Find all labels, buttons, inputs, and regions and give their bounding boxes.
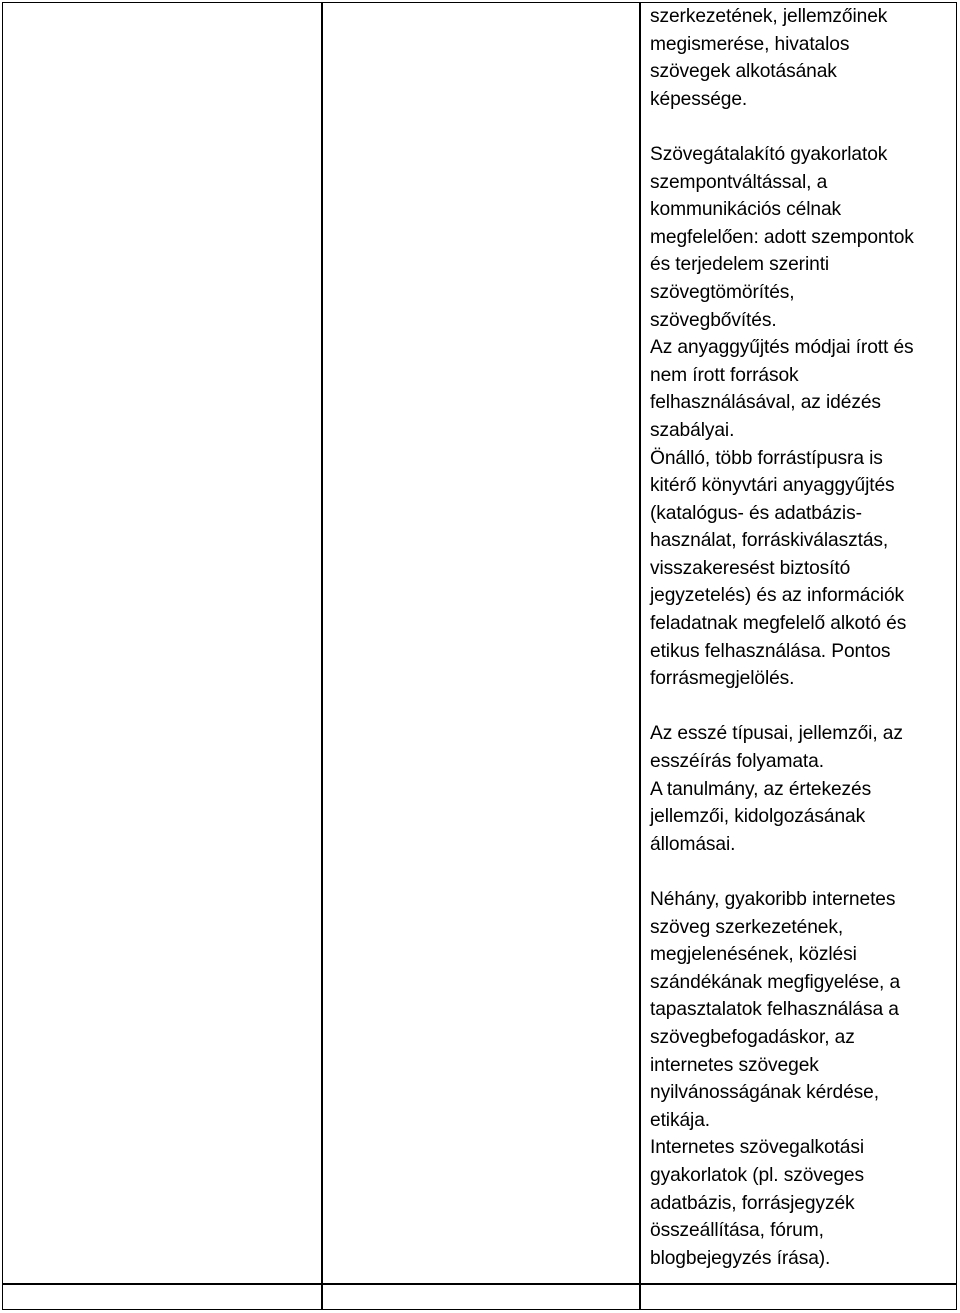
text-line: szempontváltással, a [650, 171, 828, 193]
text-line: nyilvánosságának kérdése, [650, 1082, 879, 1104]
table-cell-col2-main [321, 2, 641, 1285]
text-line: Internetes szövegalkotási [650, 1137, 865, 1159]
paragraph-gap [650, 113, 950, 141]
text-line: szövegbővítés. [650, 309, 777, 331]
text-line: esszéírás folyamata. [650, 751, 824, 773]
text-line: feladatnak megfelelő alkotó és [650, 613, 907, 635]
text-line: Szövegátalakító gyakorlatok [650, 143, 888, 165]
text-line: megfelelően: adott szempontok [650, 226, 914, 248]
text-line: szövegbefogadáskor, az [650, 1026, 855, 1048]
text-line: visszakeresést biztosító [650, 557, 851, 579]
text-block-internetes-szovegek [650, 886, 950, 1272]
text-line: adatbázis, forrásjegyzék [650, 1192, 855, 1214]
text-block-szovegatalakitas-anyaggyujtes [650, 141, 950, 693]
text-block-hivatalos-szovegek [650, 3, 950, 113]
text-line: Néhány, gyakoribb internetes [650, 889, 896, 910]
text-line: (katalógus- és adatbázis- [650, 502, 862, 524]
text-line: blogbejegyzés írása). [650, 1247, 831, 1269]
text-line: tapasztalatok felhasználása a [650, 999, 899, 1021]
text-line: megismerése, hivatalos [650, 33, 850, 55]
content-text-column [650, 3, 950, 1272]
text-line: kommunikációs célnak [650, 199, 842, 221]
text-line: jegyzetelés) és az információk [650, 585, 905, 607]
text-line: szöveg szerkezetének, [650, 916, 844, 938]
text-line: szabályai. [650, 419, 735, 441]
table-cell-col2-bottom [321, 1283, 641, 1310]
text-line: nem írott források [650, 364, 799, 386]
text-line: kitérő könyvtári anyaggyűjtés [650, 475, 895, 497]
text-line: és terjedelem szerinti [650, 254, 830, 276]
text-line: etikája. [650, 1109, 710, 1131]
table-cell-col1-main [2, 2, 323, 1285]
text-line: állomásai. [650, 833, 736, 855]
text-line: használat, forráskiválasztás, [650, 530, 889, 552]
text-line: szövegek alkotásának [650, 61, 837, 83]
table-cell-col1-bottom [2, 1283, 323, 1310]
text-line: megjelenésének, közlési [650, 944, 857, 966]
text-line: szerkezetének, jellemzőinek [650, 6, 888, 27]
text-line: felhasználásával, az idézés [650, 392, 881, 414]
text-line: Az esszé típusai, jellemzői, az [650, 723, 903, 745]
text-line: gyakorlatok (pl. szöveges [650, 1164, 864, 1186]
text-line: etikus felhasználása. Pontos [650, 640, 891, 662]
text-line: forrásmegjelölés. [650, 668, 795, 690]
text-line: képessége. [650, 88, 748, 110]
text-block-esszé-tanulmany [650, 720, 950, 858]
text-line: A tanulmány, az értekezés [650, 778, 872, 800]
paragraph-gap [650, 693, 950, 721]
text-line: szándékának megfigyelése, a [650, 971, 901, 993]
paragraph-gap [650, 858, 950, 886]
text-line: internetes szövegek [650, 1054, 819, 1076]
text-line: Önálló, több forrástípusra is [650, 447, 883, 469]
text-line: szövegtömörítés, [650, 281, 795, 303]
text-line: összeállítása, fórum, [650, 1220, 824, 1242]
table-cell-col3-bottom [639, 1283, 957, 1310]
text-line: Az anyaggyűjtés módjai írott és [650, 337, 914, 359]
text-line: jellemzői, kidolgozásának [650, 806, 866, 828]
